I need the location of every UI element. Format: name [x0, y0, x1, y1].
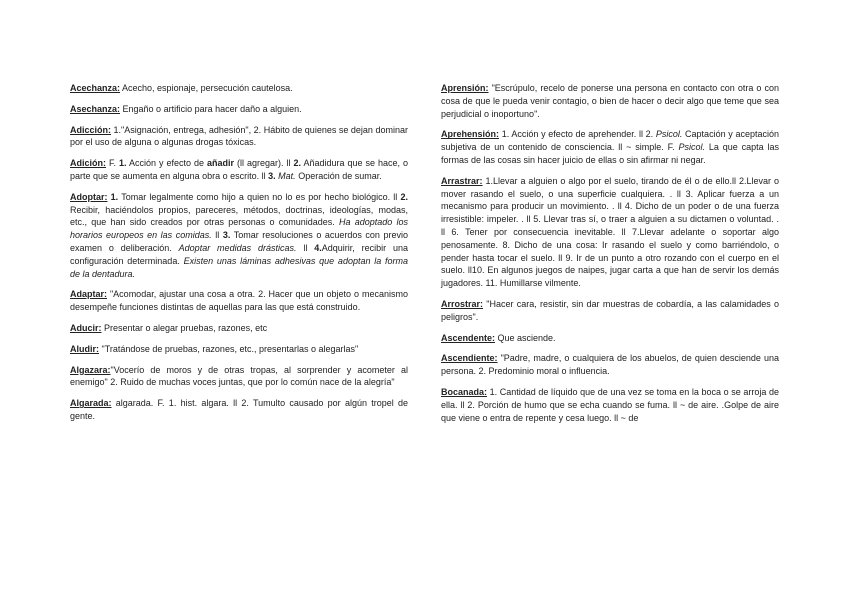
abbreviation: Psicol. — [655, 129, 683, 140]
term: Algarada: — [70, 398, 112, 409]
definition: Engaño o artificio para hacer daño a alguien. — [120, 103, 302, 114]
term: Aprehensión: — [441, 129, 500, 140]
definition: 1."Asignación, entrega, adhesión", 2. Hábito de quienes se dejan dominar por el uso de alguna o algunas drogas tóxicas. — [70, 124, 408, 148]
term: Ascendente: — [441, 332, 496, 343]
entry-ascendiente — [441, 352, 779, 378]
example: Existen unas láminas adhesivas que adoptan la forma de la dentadura. — [70, 255, 408, 279]
entry-arrostrar — [441, 298, 779, 324]
definition-part: Recibir, haciéndolos propios, pareceres, métodos, doctrinas, ideologías, modas, etc., que han sido creados por otras personas o comunidades. — [70, 204, 408, 228]
example: Adoptar medidas drásticas. — [178, 242, 297, 253]
entry-arrastrar — [441, 175, 779, 290]
term: Arrastrar: — [441, 175, 483, 186]
definition-part: Tomar legalmente como hijo a quien no lo es por hecho biológico. ll — [118, 191, 401, 202]
definition: Presentar o alegar pruebas, razones, etc — [101, 322, 268, 333]
left-column — [70, 82, 408, 431]
definition: "Tratándose de pruebas, razones, etc., presentarlas o alegarlas" — [99, 343, 359, 354]
definition: "Acomodar, ajustar una cosa a otra. 2. Hacer que un objeto o mecanismo desempeñe funciones distintas de aquellas para las que está construido. — [70, 289, 408, 313]
definition-part: Acción y efecto de — [126, 158, 207, 169]
entry-adicion — [70, 157, 408, 183]
definition: Acecho, espionaje, persecución cautelosa. — [120, 83, 293, 93]
definition: 1.Llevar a alguien o algo por el suelo, tirando de él o de ello.ll 2.Llevar o mover rasando el suelo, o una superficie cualquiera. . ll 3. Aplicar fuerza a un mecanismo para producir un movimiento. . ll 4. Dicho de un poder o de una fuerza irresistible: impeler. . ll 5. Llevar tras sí, o traer a alguien a su dictamen o voluntad. . ll 6. Tener por consecuencia inevitable. ll 7.Llevar adelante o soportar algo penosamente. 8. Dicho de una cosa: Ir rasando el suelo y como barriéndolo, o pender hasta tocar el suelo. ll 9. Ir de un punto a otro rozando con el cuerpo en el suelo. ll10. En algunos juegos de naipes, jugar carta a que han de servir los demás jugadores. 11. Humillarse vilmente. — [441, 175, 779, 289]
entry-adiccion — [70, 124, 408, 150]
abbreviation: Psicol. — [678, 142, 705, 153]
term: Aducir: — [70, 322, 102, 333]
entry-aprension — [441, 82, 779, 120]
definition-part: La que capta las formas de las cosas sin hacer juicio de ellas o sin afirmar ni negar. — [441, 142, 779, 165]
sense-number: 3. — [268, 170, 276, 181]
entry-asechanza — [70, 103, 408, 116]
sense-number: 4. — [314, 242, 322, 253]
sense-number: 2. — [400, 191, 408, 202]
bold-word: añadir — [206, 158, 234, 169]
definition-part: Añadidura que se hace, o parte que se aumenta en alguna obra o escrito. ll — [70, 158, 408, 181]
abbreviation: Mat. — [278, 170, 296, 181]
term: Bocanada: — [441, 386, 488, 397]
definition-part: (ll agregar). ll — [234, 158, 294, 169]
definition: "Vocerío de moros y de otras tropas, al sorprender y acometer al enemigo" 2. Ruido de muchas voces juntas, que por lo común nace de la alegría" — [70, 364, 408, 388]
definition-part: F. — [106, 158, 119, 169]
entry-bocanada — [441, 386, 779, 424]
entry-aludir — [70, 343, 408, 356]
sense-number: 1. — [110, 191, 119, 202]
definition: algarada. F. 1. hist. algara. ll 2. Tumulto causado por algún tropel de gente. — [70, 398, 408, 421]
term: Aludir: — [70, 343, 99, 354]
definition: "Padre, madre, o cualquiera de los abuelos, de quien desciende una persona. 2. Predominio moral o influencia. — [441, 353, 779, 377]
entry-aducir — [70, 322, 408, 335]
definition: 1. Cantidad de líquido que de una vez se toma en la boca o se arroja de ella. ll 2. Porción de humo que se echa cuando se fuma. ll ~ de aire. .Golpe de aire que viene o entra de repente y cesa luego. ll ~ de — [441, 386, 779, 423]
entry-adaptar — [70, 288, 408, 314]
definition-part: Operación de sumar. — [295, 170, 382, 181]
definition: "Escrúpulo, recelo de ponerse una persona en contacto con otra o con cosa de que le pueda venir contagio, o bien de hacer o decir algo que teme que sea perjudicial o inoportuno". — [441, 83, 779, 119]
definition-part: ll — [296, 242, 315, 253]
entry-acechanza — [70, 82, 408, 95]
term: Algazara: — [70, 364, 111, 375]
term: Arrostrar: — [441, 298, 484, 309]
term: Acechanza: — [70, 83, 121, 93]
term: Adaptar: — [70, 289, 108, 300]
definition-part: Tomar resoluciones o acuerdos con previo examen o deliberación. — [70, 230, 408, 253]
definition-part: 1. Acción y efecto de aprehender. ll 2. — [499, 129, 656, 140]
entry-algarada — [70, 397, 408, 423]
definition: "Hacer cara, resistir, sin dar muestras de cobardía, a las calamidades o peligros". — [441, 298, 779, 322]
definition: Que asciende. — [495, 332, 556, 343]
right-column — [441, 82, 779, 432]
sense-number: 2. — [293, 158, 301, 169]
definition-part: Adquirir, recibir una configuración determinada. — [70, 242, 409, 266]
term: Adición: — [70, 158, 106, 169]
entry-adoptar — [70, 191, 408, 281]
entry-aprehension — [441, 128, 779, 166]
term: Aprensión: — [441, 83, 489, 93]
entry-ascendente — [441, 332, 779, 345]
term: Asechanza: — [70, 103, 121, 114]
term: Adicción: — [70, 124, 112, 135]
definition-part: ll — [211, 230, 223, 241]
term: Adoptar: — [70, 191, 108, 202]
definition-part: Captación y aceptación subjetiva de un contenido de consciencia. ll ~ simple. F. — [441, 129, 779, 153]
entry-algazara — [70, 364, 408, 390]
term: Ascendiente: — [441, 353, 498, 364]
sense-number: 3. — [222, 230, 231, 241]
example: Ha adoptado los horarios europeos en las comidas. — [70, 217, 408, 241]
sense-number: 1. — [118, 158, 127, 169]
